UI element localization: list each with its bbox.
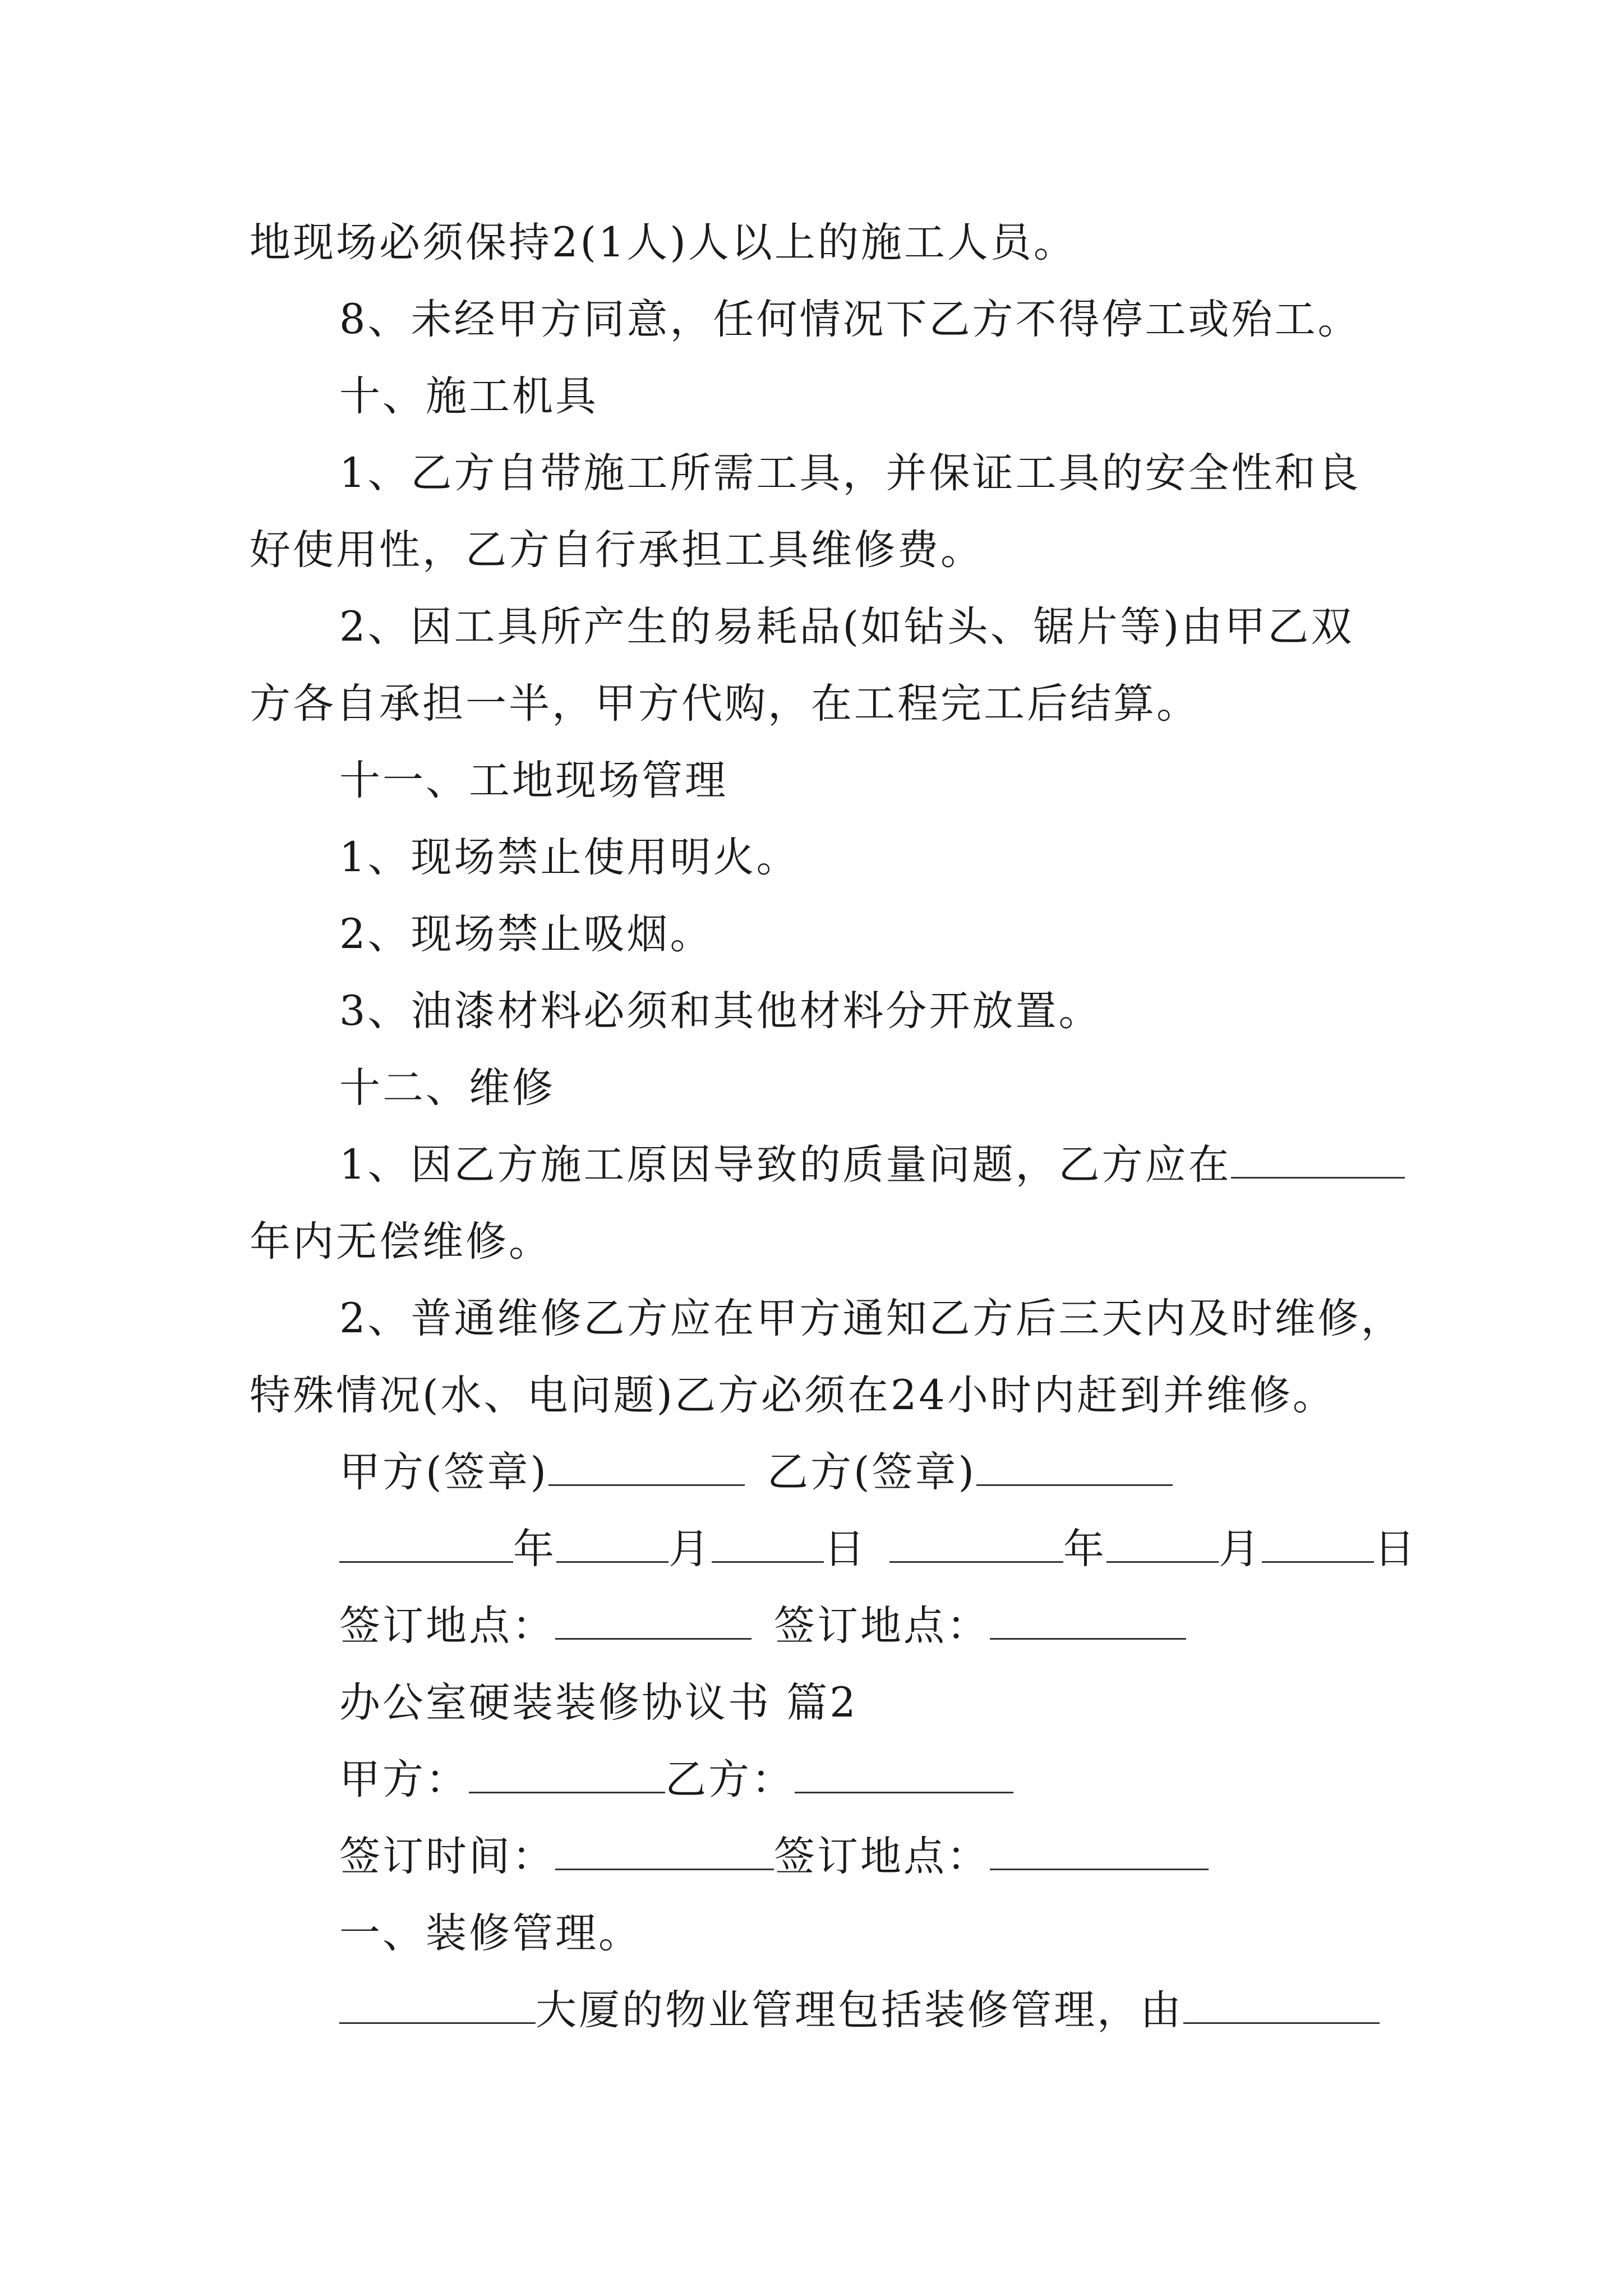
fill-blank: [1262, 1525, 1374, 1563]
section-heading: 十二、维修: [339, 1064, 555, 1112]
paragraph-line: 1、现场禁止使用明火。: [339, 834, 800, 881]
fill-blank: [990, 1833, 1209, 1870]
party-a-seal-label: 甲方(签章): [339, 1448, 548, 1496]
section-heading: 一、装修管理。: [339, 1910, 642, 1957]
month-label: 月: [1219, 1525, 1262, 1573]
parties-line: [339, 1749, 1013, 1811]
year-label: 年: [513, 1525, 556, 1573]
paragraph-line: 特殊情况(水、电问题)乙方必须在24小时内赶到并维修。: [250, 1372, 1336, 1419]
fill-blank: [469, 1756, 665, 1793]
fill-blank: [548, 1448, 745, 1486]
section-heading: 十、施工机具: [339, 372, 598, 420]
signing-place-label: 签订地点：: [339, 1602, 555, 1650]
fill-blank: [990, 1602, 1186, 1640]
signature-line: [339, 1442, 1173, 1503]
fill-blank: [555, 1833, 774, 1870]
fill-blank: [1106, 1525, 1219, 1563]
paragraph-line: 1、乙方自带施工所需工具，并保证工具的安全性和良: [339, 449, 1361, 497]
paragraph-line: 年内无偿维修。: [250, 1218, 552, 1266]
fill-blank: [712, 1525, 824, 1563]
fill-blank: [339, 1986, 536, 2024]
party-a-label: 甲方：: [339, 1756, 469, 1803]
paragraph-line: [339, 1980, 1380, 2041]
day-label: 日: [824, 1525, 867, 1573]
paragraph-line: 8、未经甲方同意，任何情况下乙方不得停工或殆工。: [339, 296, 1361, 343]
day-label: 日: [1374, 1525, 1417, 1573]
paragraph-line: 2、普通维修乙方应在甲方通知乙方后三天内及时维修，: [339, 1295, 1404, 1342]
time-place-line: [339, 1826, 1209, 1888]
signing-time-label: 签订时间：: [339, 1833, 555, 1880]
fill-blank: [976, 1448, 1173, 1486]
signing-place-label: 签订地点：: [774, 1833, 990, 1880]
section-heading: 十一、工地现场管理: [339, 757, 728, 804]
fill-blank: [339, 1525, 513, 1563]
year-label: 年: [1063, 1525, 1106, 1573]
fill-blank: [555, 1602, 751, 1640]
month-label: 月: [668, 1525, 712, 1573]
fill-blank: [889, 1525, 1063, 1563]
paragraph-text: 1、因乙方施工原因导致的质量问题，乙方应在: [339, 1141, 1232, 1189]
signing-place-label: 签订地点：: [774, 1602, 990, 1650]
paragraph-line: 2、现场禁止吸烟。: [339, 910, 713, 958]
party-b-label: 乙方：: [665, 1756, 795, 1803]
paragraph-line: 方各自承担一半，甲方代购，在工程完工后结算。: [250, 680, 1200, 728]
fill-blank: [1231, 1141, 1405, 1179]
fill-blank: [556, 1525, 668, 1563]
party-b-seal-label: 乙方(签章): [767, 1448, 976, 1496]
paragraph-line: 3、油漆材料必须和其他材料分开放置。: [339, 987, 1102, 1035]
fill-blank: [795, 1756, 1013, 1793]
paragraph-text: 大厦的物业管理包括装修管理，由: [536, 1986, 1183, 2034]
document-title: 办公室硬装装修协议书 篇2: [339, 1679, 858, 1727]
date-line: [339, 1519, 1417, 1580]
paragraph-line: 好使用性，乙方自行承担工具维修费。: [250, 526, 984, 574]
paragraph-line: [339, 1134, 1405, 1196]
paragraph-line: 2、因工具所产生的易耗品(如钻头、锯片等)由甲乙双: [339, 603, 1354, 651]
fill-blank: [1183, 1986, 1380, 2024]
paragraph-line: 地现场必须保持2(1人)人以上的施工人员。: [250, 219, 1077, 266]
signing-place-line: [339, 1595, 1186, 1657]
